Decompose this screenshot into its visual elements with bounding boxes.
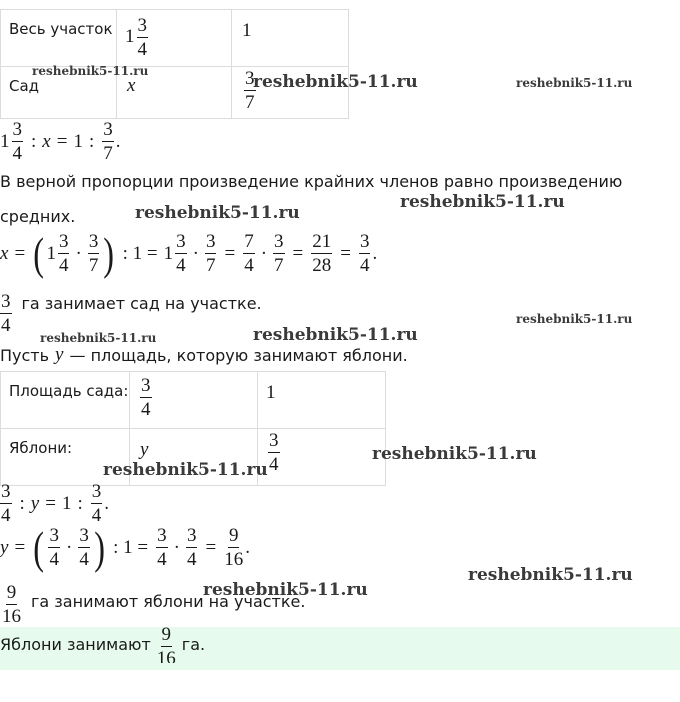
ratio-value: 1 — [266, 382, 276, 403]
fraction: $\frac{3}{4}$ — [269, 430, 279, 475]
proportion-equation-1: 1 3 4 : x = 1 : 3 7 . — [0, 119, 121, 164]
whole-part: 1 — [125, 25, 135, 47]
variable-y: y — [140, 439, 149, 460]
watermark: reshebnik5-11.ru — [468, 565, 633, 585]
watermark: reshebnik5-11.ru — [32, 64, 149, 78]
cell-label: Яблони: — [9, 439, 73, 457]
table-cell — [258, 372, 386, 429]
solution-equation-y: y = ( 3 4 · 3 4 ) : 1 = $\frac{3}{4}$ · $\frac{3}{4}$ = $\frac{9}{16}$ . — [0, 521, 250, 573]
watermark: reshebnik5-11.ru — [372, 444, 537, 464]
fraction: $\frac{3}{7}$ — [245, 68, 255, 113]
watermark: reshebnik5-11.ru — [516, 76, 633, 90]
fraction: $\frac{3}{4}$ — [141, 375, 151, 420]
table-cell — [1, 372, 130, 429]
table-cell — [258, 429, 386, 486]
watermark: reshebnik5-11.ru — [203, 580, 368, 600]
answer-box — [0, 624, 680, 670]
answer-text: Яблони занимают 9 16 га. — [0, 624, 206, 663]
cell-label: Площадь сада: — [9, 382, 129, 400]
explanation-text-cont: средних. — [0, 207, 76, 226]
fraction: $\frac{3}{4}$ — [137, 15, 147, 60]
result-apple-area: 9 16 га занимают яблони на участке. — [2, 582, 306, 627]
watermark: reshebnik5-11.ru — [400, 192, 565, 212]
ratio-value: 1 — [242, 20, 252, 41]
watermark: reshebnik5-11.ru — [103, 460, 268, 480]
table-cell — [130, 372, 258, 429]
cell-label: Сад — [9, 77, 40, 95]
watermark: reshebnik5-11.ru — [253, 72, 418, 92]
variable-x: x — [127, 75, 136, 96]
table-cell — [232, 10, 349, 67]
watermark: reshebnik5-11.ru — [40, 331, 157, 345]
explanation-text: В верной пропорции произведение крайних членов равно произведению — [0, 172, 623, 191]
watermark: reshebnik5-11.ru — [516, 312, 633, 326]
watermark: reshebnik5-11.ru — [253, 325, 418, 345]
table-cell — [117, 10, 232, 67]
table-cell — [1, 10, 117, 67]
result-garden-area: 3 4 га занимает сад на участке. — [1, 291, 262, 336]
watermark: reshebnik5-11.ru — [135, 203, 300, 223]
solution-equation-x: x = ( 1 3 4 · 3 7 ) : 1 = 1 3 4 · $\frac{3}{7}$ = $\frac{7}{4}$ · $\frac{3}{7}$ = $\frac{21}{28}$ = $\frac{3}{4}$ . — [0, 227, 378, 279]
proportion-equation-2: 3 4 : y = 1 : 3 4 . — [1, 481, 109, 526]
let-statement: Пусть y — площадь, которую занимают яблони. — [0, 344, 408, 365]
cell-label: Весь участок — [9, 20, 113, 38]
mixed-number — [117, 10, 231, 59]
